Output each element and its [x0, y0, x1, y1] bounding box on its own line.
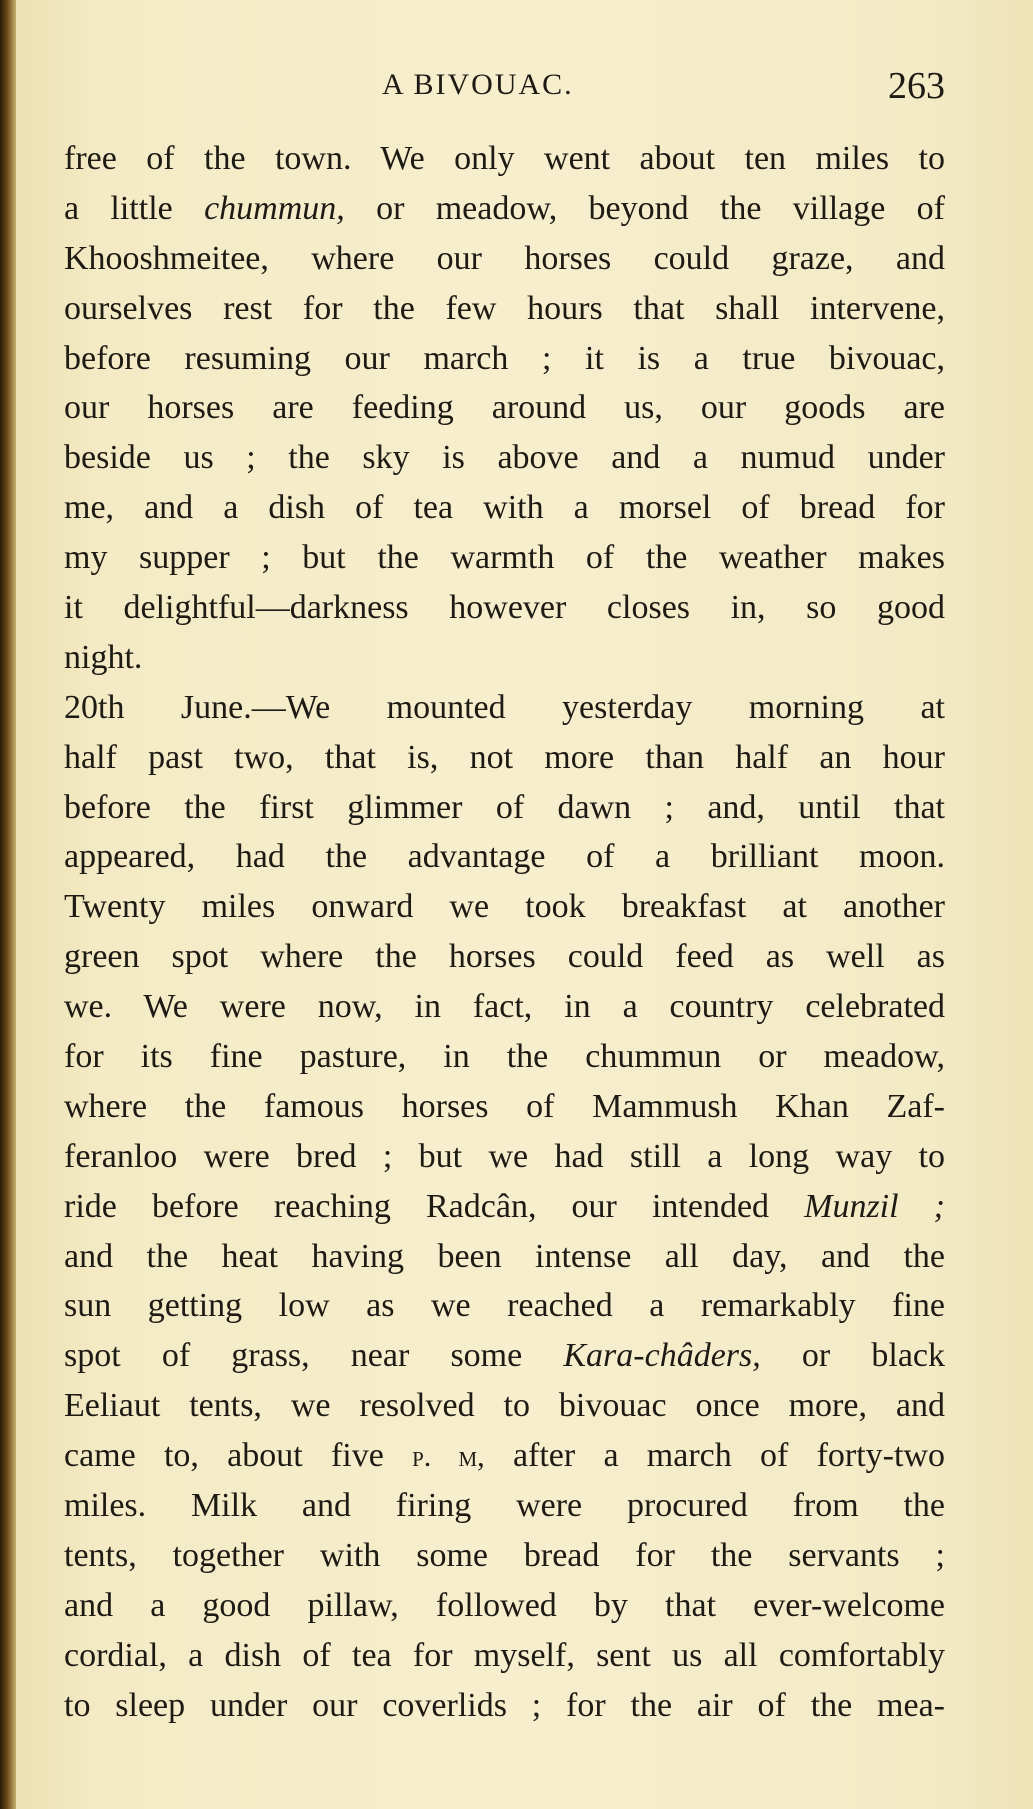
line-text: half past two, that is, not more than half an hour	[64, 738, 945, 776]
line-text: sun getting low as we reached a remarkably fine	[64, 1287, 945, 1325]
text-line	[64, 334, 945, 384]
text-line	[64, 783, 945, 833]
small-caps-text: p. m,	[412, 1440, 485, 1474]
italic-text: Munzil ;	[804, 1187, 945, 1225]
line-text: Khooshmeitee, where our horses could graze, and	[64, 239, 945, 277]
line-text: ride before reaching Radcân, our intended	[64, 1187, 805, 1225]
text-line	[64, 733, 945, 783]
line-text: Eeliaut tents, we resolved to bivouac once more, and	[64, 1387, 945, 1425]
line-text: miles. Milk and firing were procured from the	[64, 1487, 945, 1525]
text-line	[64, 234, 945, 284]
line-text: it delightful—darkness however closes in, so good	[64, 589, 945, 627]
text-line	[64, 383, 945, 433]
italic-text: Kara-châders,	[563, 1337, 761, 1375]
line-text: my supper ; but the warmth of the weather makes	[64, 539, 945, 577]
text-line	[64, 683, 945, 733]
line-text: or meadow, beyond the village of	[344, 189, 945, 227]
running-head: A BIVOUAC.	[382, 68, 574, 101]
line-text: tents, together with some bread for the servants ;	[64, 1536, 945, 1574]
line-text: ourselves rest for the few hours that shall intervene,	[64, 289, 945, 327]
text-line	[64, 932, 945, 982]
book-spine-edge	[0, 0, 16, 1809]
text-line	[64, 882, 945, 932]
italic-text: chummun,	[204, 189, 345, 227]
text-line	[64, 832, 945, 882]
line-text: feranloo were bred ; but we had still a long way to	[64, 1137, 945, 1175]
line-text: or black	[760, 1337, 945, 1375]
text-line	[64, 633, 945, 683]
text-line	[64, 1132, 945, 1182]
line-text: and the heat having been intense all day, and the	[64, 1237, 945, 1275]
text-line	[64, 1581, 945, 1631]
line-text: before the first glimmer of dawn ; and, until that	[64, 788, 945, 826]
text-line	[64, 1431, 945, 1481]
text-line	[64, 1182, 945, 1232]
text-line	[64, 982, 945, 1032]
text-line	[64, 1032, 945, 1082]
text-line	[64, 433, 945, 483]
line-text: where the famous horses of Mammush Khan Zaf-	[64, 1087, 945, 1125]
text-line	[64, 1232, 945, 1282]
line-text: cordial, a dish of tea for myself, sent us all comfortably	[64, 1636, 945, 1674]
line-text: appeared, had the advantage of a brilliant moon.	[64, 838, 945, 876]
line-text: we. We were now, in fact, in a country celebrated	[64, 988, 945, 1026]
line-text: after a march of forty-two	[484, 1437, 945, 1475]
line-text: green spot where the horses could feed as well as	[64, 938, 945, 976]
line-text: and a good pillaw, followed by that ever-welcome	[64, 1586, 945, 1624]
page-number: 263	[888, 65, 945, 107]
line-text: beside us ; the sky is above and a numud under	[64, 439, 945, 477]
line-text: me, and a dish of tea with a morsel of bread for	[64, 489, 945, 527]
body-text	[64, 134, 945, 1731]
line-text: night.	[64, 638, 143, 676]
line-text: a little	[64, 189, 205, 227]
text-line	[64, 1281, 945, 1331]
text-line	[64, 1481, 945, 1531]
page-header	[64, 64, 945, 112]
line-text: before resuming our march ; it is a true bivouac,	[64, 339, 945, 377]
line-text: our horses are feeding around us, our goods are	[64, 389, 945, 427]
text-line	[64, 184, 945, 234]
text-line	[64, 284, 945, 334]
line-text: free of the town. We only went about ten miles to	[64, 140, 945, 177]
line-text: spot of grass, near some	[64, 1337, 564, 1375]
line-text: Twenty miles onward we took breakfast at another	[64, 888, 945, 926]
text-line	[64, 1681, 945, 1731]
line-text: 20th June.—We mounted yesterday morning at	[64, 688, 945, 726]
text-line	[64, 533, 945, 583]
text-line	[64, 134, 945, 184]
text-line	[64, 1082, 945, 1132]
text-line	[64, 1531, 945, 1581]
line-text: for its fine pasture, in the chummun or meadow,	[64, 1038, 945, 1076]
line-text: to sleep under our coverlids ; for the air of the mea-	[64, 1686, 945, 1724]
text-line	[64, 1631, 945, 1681]
line-text: came to, about five	[64, 1437, 413, 1475]
text-line	[64, 483, 945, 533]
text-line	[64, 1331, 945, 1381]
text-line	[64, 583, 945, 633]
text-line	[64, 1381, 945, 1431]
